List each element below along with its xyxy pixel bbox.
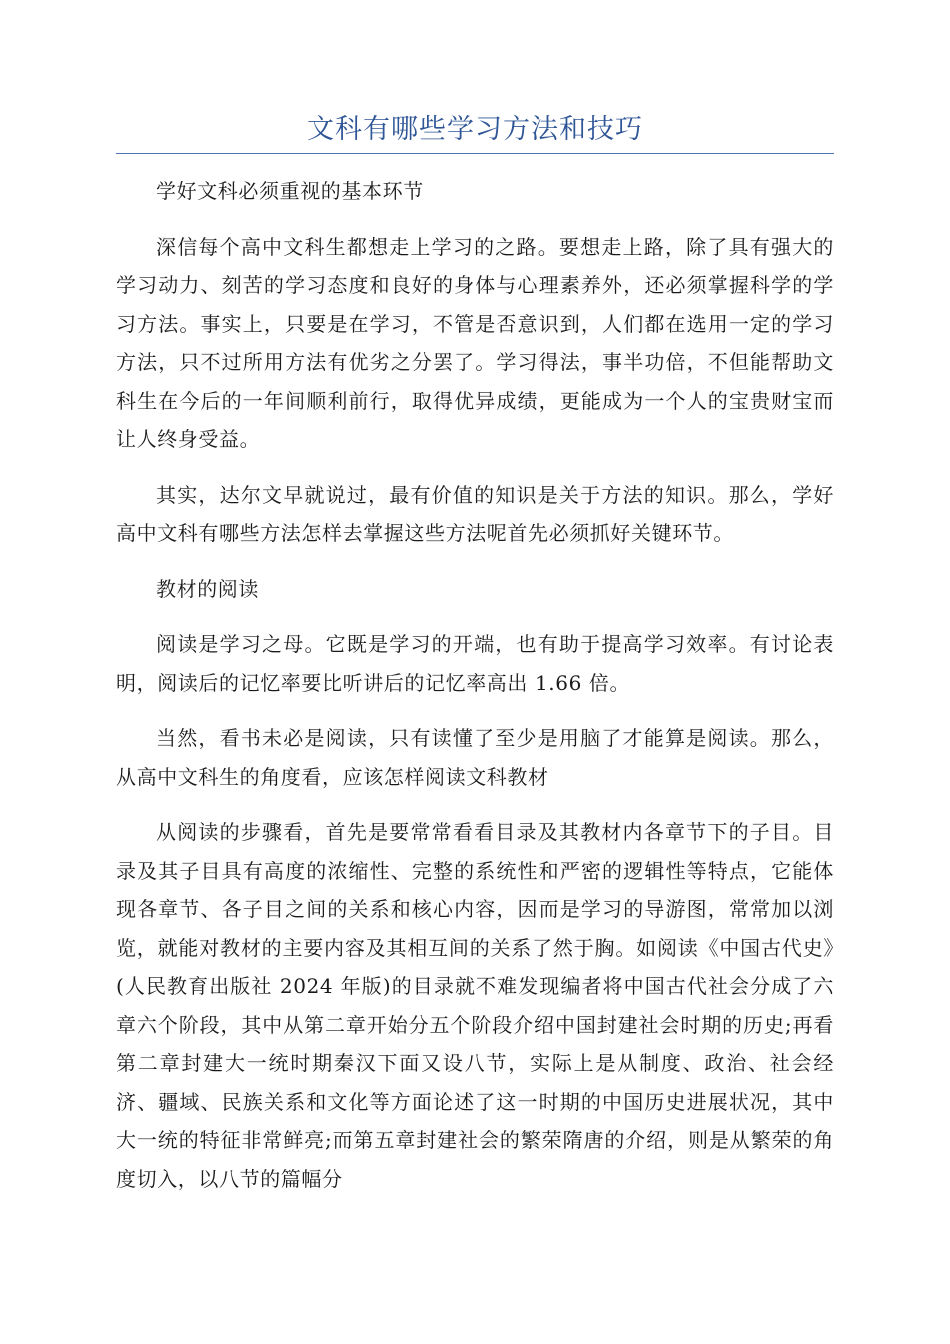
paragraph-reading-definition: 当然，看书未必是阅读，只有读懂了至少是用脑了才能算是阅读。那么，从高中文科生的角度看，应该怎样阅读文科教材 xyxy=(116,726,834,789)
section-heading-textbook-reading: 教材的阅读 xyxy=(156,576,259,601)
section-heading-basic-links: 学好文科必须重视的基本环节 xyxy=(156,179,424,203)
document-body xyxy=(116,172,834,1215)
paragraph-reading-steps: 从阅读的步骤看，首先是要常常看看目录及其教材内各章节下的子目。目录及其子目具有高度的浓缩性、完整的系统性和严密的逻辑性等特点，它能体现各章节、各子目之间的关系和核心内容，因而是学习的导游图，常常加以浏览，就能对教材的主要内容及其相互间的关系了然于胸。如阅读《中国古代史》(人民教育出版社 2024 年版)的目录就不难发现编者将中国古代社会分成了六章六个阶段，其中从第二章开始分五个阶段介绍中国封建社会时期的历史;再看第二章封建大一统时期秦汉下面又设八节，实际上是从制度、政治、社会经济、疆域、民族关系和文化等方面论述了这一时期的中国历史进展状况，其中大一统的特征非常鲜亮;而第五章封建社会的繁荣隋唐的介绍，则是从繁荣的角度切入，以八节的篇幅分 xyxy=(116,820,834,1191)
paragraph-darwin-quote: 其实，达尔文早就说过，最有价值的知识是关于方法的知识。那么，学好高中文科有哪些方法怎样去掌握这些方法呢首先必须抓好关键环节。 xyxy=(116,482,834,545)
paragraph-learning-method: 深信每个高中文科生都想走上学习的之路。要想走上路，除了具有强大的学习动力、刻苦的学习态度和良好的身体与心理素养外，还必须掌握科学的学习方法。事实上，只要是在学习，不管是否意识到，人们都在选用一定的学习方法，只不过所用方法有优劣之分罢了。学习得法，事半功倍，不但能帮助文科生在今后的一年间顺利前行，取得优异成绩，更能成为一个人的宝贵财宝而让人终身受益。 xyxy=(116,234,834,451)
paragraph-reading-mother: 阅读是学习之母。它既是学习的开端，也有助于提高学习效率。有讨论表明，阅读后的记忆率要比听讲后的记忆率高出 1.66 倍。 xyxy=(116,632,834,695)
title-underline xyxy=(116,153,834,154)
document-title: 文科有哪些学习方法和技巧 xyxy=(307,114,643,145)
